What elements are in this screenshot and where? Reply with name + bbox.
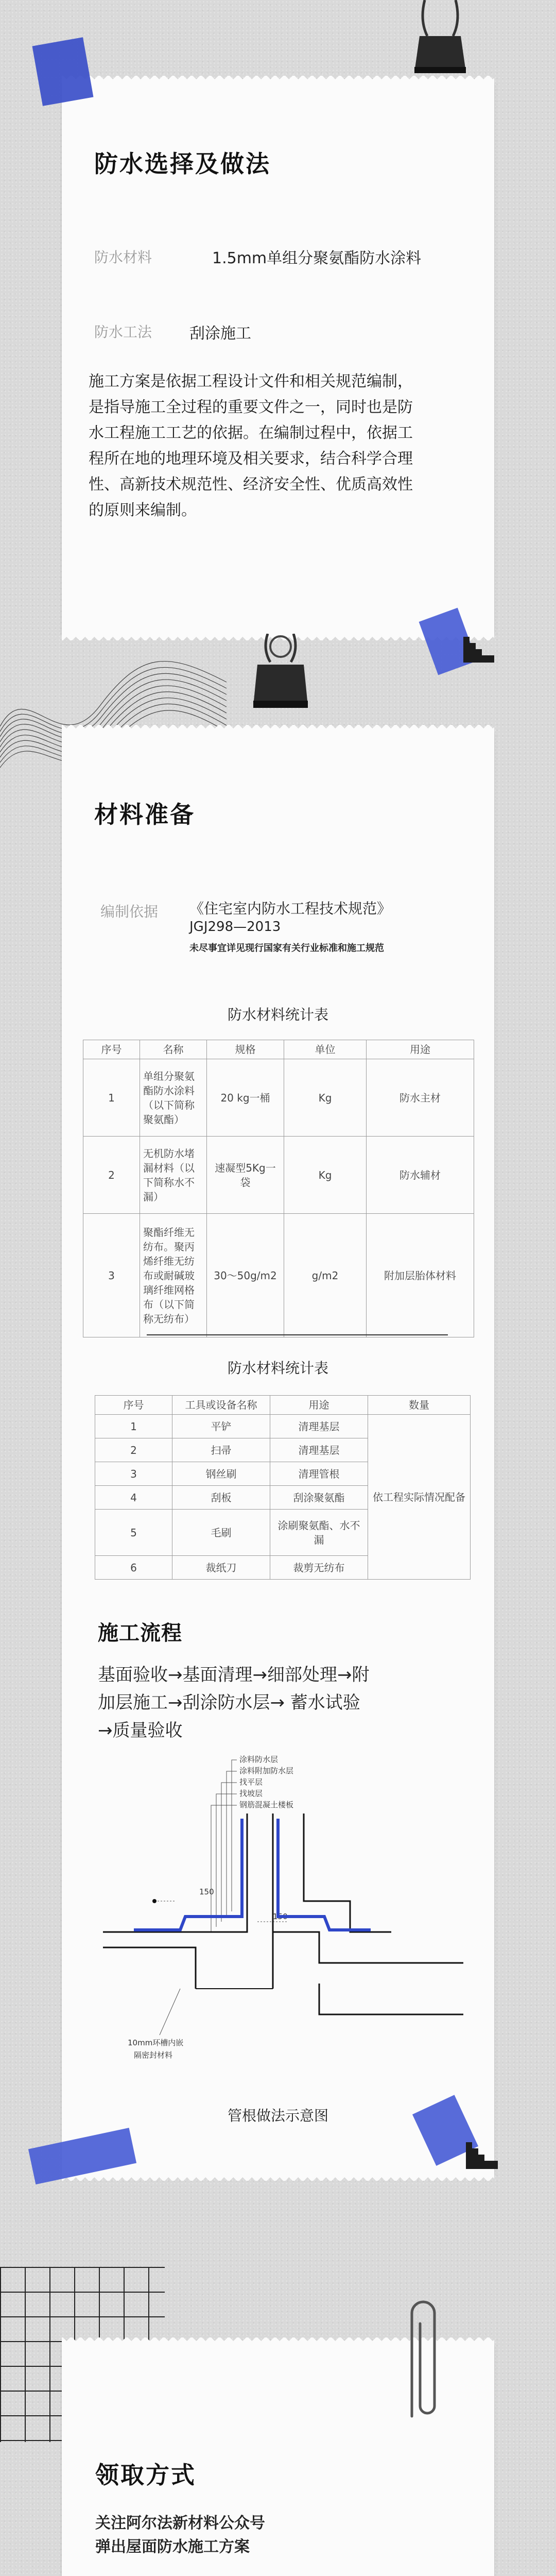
basis-label: 编制依据 <box>100 903 159 920</box>
table-cell: 5 <box>95 1510 172 1556</box>
flow-title: 施工流程 <box>98 1621 182 1645</box>
pixel-stair-icon <box>463 637 494 663</box>
table-cell: 1 <box>95 1415 172 1438</box>
section-title-how-to-get: 领取方式 <box>95 2461 196 2489</box>
table-cell: g/m2 <box>284 1214 367 1337</box>
table2-caption: 防水材料统计表 <box>227 1360 328 1377</box>
table-header-row <box>95 1396 471 1415</box>
intro-paragraph: 施工方案是依据工程设计文件和相关规范编制， 是指导施工全过程的重要文件之一，同时也是防 水工程施工工艺的依据。在编制过程中，依据工 程所在地的地理环境及相关要求，结合科学合理 性、高新技术规范性、经济安全性、优质高效性 的原则来编制。 <box>89 372 413 519</box>
instruction-line: 弹出屋面防水施工方案 <box>95 2538 250 2556</box>
binder-clip-icon <box>252 634 309 721</box>
process-label: 防水工法 <box>94 324 152 341</box>
materials-table <box>83 1040 474 1337</box>
binder-clip-icon <box>412 0 468 77</box>
material-value: 1.5mm单组分聚氨酯防水涂料 <box>212 249 422 267</box>
table-cell: 清理基层 <box>270 1438 368 1462</box>
paper-clip-icon <box>396 2293 443 2427</box>
header-cell: 单位 <box>284 1040 367 1059</box>
table-cell: 聚酯纤维无纺布。聚丙烯纤维无纺布或耐碱玻璃纤维网格布（以下简称无纺布） <box>140 1214 207 1337</box>
header-cell: 用途 <box>270 1396 368 1415</box>
header-cell: 用途 <box>367 1040 474 1059</box>
basis-note: 未尽事宜详见现行国家有关行业标准和施工规范 <box>189 943 384 954</box>
table-row <box>83 1137 474 1214</box>
table-cell: 清理基层 <box>270 1415 368 1438</box>
table-cell: 单组分聚氨酯防水涂料（以下简称聚氨酯） <box>140 1059 207 1137</box>
header-cell: 序号 <box>83 1040 140 1059</box>
diagram-layer-label: 找平层 <box>239 1777 263 1787</box>
diagram-dim-label: 150 <box>199 1887 214 1896</box>
header-cell: 序号 <box>95 1396 172 1415</box>
header-cell: 名称 <box>140 1040 207 1059</box>
table-cell: 清理管根 <box>270 1462 368 1486</box>
table1-caption: 防水材料统计表 <box>227 1006 328 1023</box>
diagram-layer-label: 找坡层 <box>239 1789 263 1798</box>
diagram-note: 10mm环槽内嵌 <box>128 2038 184 2047</box>
table-cell: 刮涂聚氨酯 <box>270 1486 368 1510</box>
basis-standard-name: 《住宅室内防水工程技术规范》 <box>189 900 392 917</box>
table-cell: 3 <box>95 1462 172 1486</box>
process-value: 刮涂施工 <box>189 325 251 343</box>
tools-table <box>95 1395 471 1580</box>
table-cell: 6 <box>95 1556 172 1580</box>
pixel-stair-icon <box>466 2142 498 2169</box>
diagram-dim-label: 150 <box>273 1912 288 1921</box>
table-cell: 钢丝刷 <box>172 1462 270 1486</box>
table-cell: 3 <box>83 1214 140 1337</box>
table-cell: 30～50g/m2 <box>207 1214 284 1337</box>
table-cell: 涂刷聚氨酯、水不漏 <box>270 1510 368 1556</box>
table-cell: 速凝型5Kg一袋 <box>207 1137 284 1214</box>
diagram-layer-label: 涂料防水层 <box>239 1755 279 1764</box>
table-header-row <box>83 1040 474 1059</box>
table-cell: 附加层胎体材料 <box>367 1214 474 1337</box>
flow-steps: 基面验收→基面清理→细部处理→附 加层施工→刮涂防水层→ 蓄水试验 →质量验收 <box>98 1665 370 1741</box>
material-label: 防水材料 <box>94 249 152 266</box>
basis-standard-code: JGJ298—2013 <box>189 919 281 935</box>
instruction-line: 关注阿尔法新材料公众号 <box>95 2514 265 2532</box>
table-cell: 防水辅材 <box>367 1137 474 1214</box>
table-cell: 2 <box>83 1137 140 1214</box>
pipe-root-diagram <box>103 1747 463 2066</box>
table-cell: Kg <box>284 1137 367 1214</box>
table-cell: 1 <box>83 1059 140 1137</box>
table-cell: 刮板 <box>172 1486 270 1510</box>
table-cell: 平铲 <box>172 1415 270 1438</box>
section-divider <box>147 1334 448 1335</box>
table-cell: 2 <box>95 1438 172 1462</box>
header-cell: 数量 <box>368 1396 471 1415</box>
table-row <box>95 1415 471 1438</box>
table-cell: 裁剪无纺布 <box>270 1556 368 1580</box>
table-cell: 裁纸刀 <box>172 1556 270 1580</box>
table-cell: Kg <box>284 1059 367 1137</box>
table-cell: 扫帚 <box>172 1438 270 1462</box>
diagram-layer-label: 钢筋混凝土楼板 <box>239 1800 294 1809</box>
diagram-note: 隔密封材料 <box>134 2050 173 2060</box>
table-row <box>83 1059 474 1137</box>
section-title-waterproof: 防水选择及做法 <box>94 150 271 178</box>
header-cell: 工具或设备名称 <box>172 1396 270 1415</box>
diagram-layer-label: 涂料附加防水层 <box>239 1766 294 1775</box>
table-cell: 无机防水堵漏材料（以下简称水不漏） <box>140 1137 207 1214</box>
quantity-cell: 依工程实际情况配备 <box>368 1415 471 1580</box>
tape-strip <box>32 37 94 106</box>
table-row <box>83 1214 474 1337</box>
header-cell: 规格 <box>207 1040 284 1059</box>
table-cell: 4 <box>95 1486 172 1510</box>
section-title-materials: 材料准备 <box>94 801 195 828</box>
table-cell: 防水主材 <box>367 1059 474 1137</box>
table-cell: 毛刷 <box>172 1510 270 1556</box>
table-cell: 20 kg一桶 <box>207 1059 284 1137</box>
diagram-caption: 管根做法示意图 <box>227 2107 328 2124</box>
